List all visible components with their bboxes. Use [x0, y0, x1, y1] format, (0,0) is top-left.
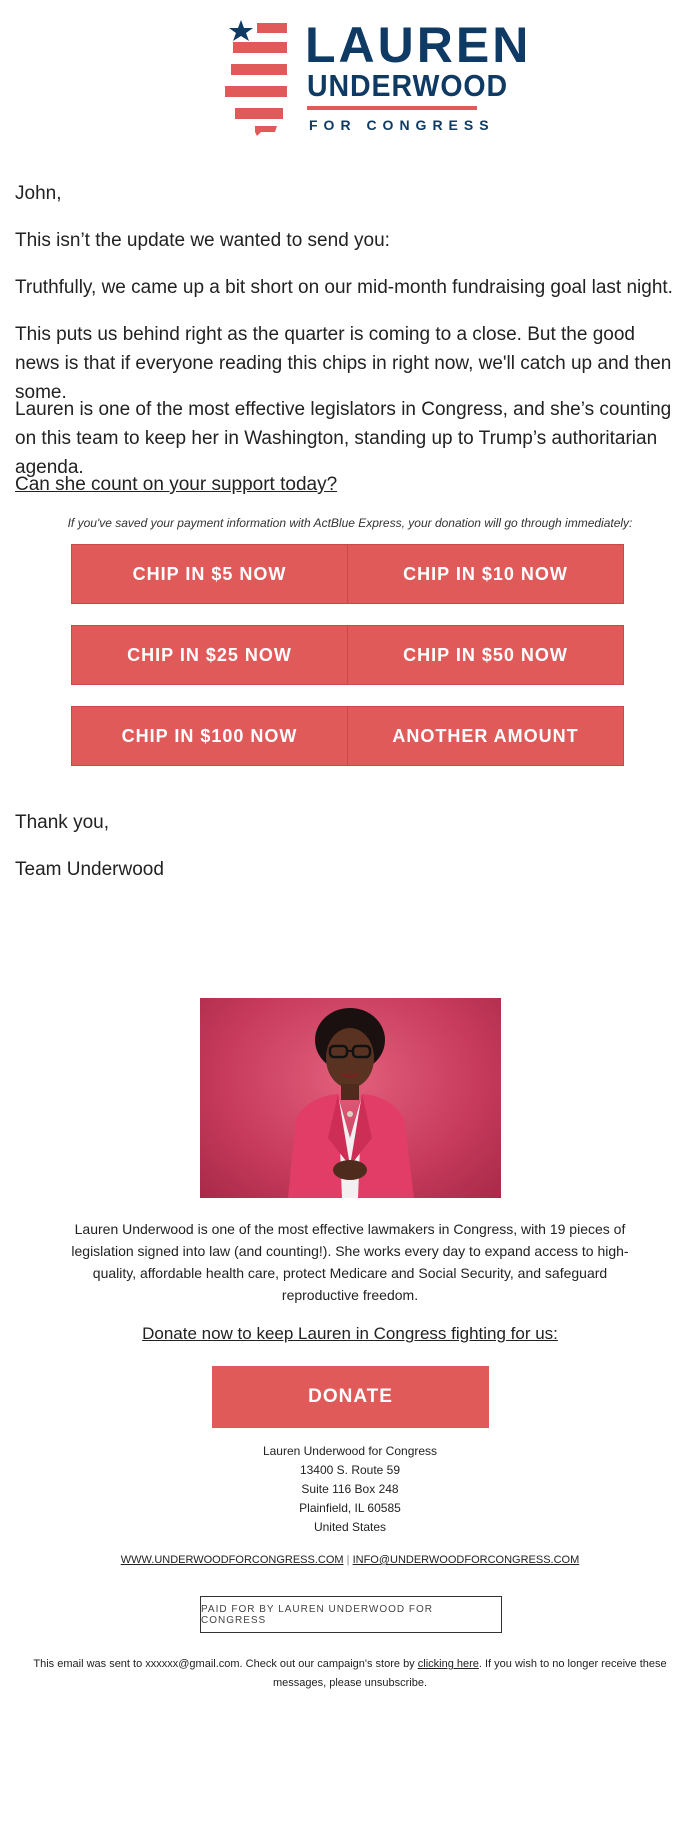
illinois-flag-logo-icon — [225, 18, 293, 136]
paid-for-disclaimer: PAID FOR BY LAUREN UNDERWOOD FOR CONGRESS — [200, 1596, 502, 1633]
paragraph-1: This isn’t the update we wanted to send you: — [15, 230, 390, 251]
greeting: John, — [15, 183, 62, 204]
logo-divider — [307, 106, 477, 110]
candidate-photo — [200, 998, 501, 1198]
chip-in-100-button[interactable]: CHIP IN $100 NOW — [71, 706, 348, 766]
actblue-express-note: If you've saved your payment information with ActBlue Express, your donation will go through immediately: — [67, 516, 633, 530]
email-footer-note — [20, 1655, 680, 1693]
chip-in-50-button[interactable]: CHIP IN $50 NOW — [347, 625, 624, 685]
logo-tagline: FOR CONGRESS — [309, 117, 495, 133]
donate-prompt-link[interactable]: Donate now to keep Lauren in Congress fighting for us: — [142, 1324, 558, 1343]
address-line3: Suite 116 Box 248 — [301, 1482, 399, 1496]
unsubscribe-text: . If you wish to no longer receive these messages, please unsubscribe. — [272, 1658, 667, 1689]
address-line1: Lauren Underwood for Congress — [262, 1444, 438, 1458]
chip-in-5-button[interactable]: CHIP IN $5 NOW — [71, 544, 348, 604]
another-amount-button[interactable]: ANOTHER AMOUNT — [347, 706, 624, 766]
mailing-address — [0, 1442, 700, 1537]
address-line2: 13400 S. Route 59 — [299, 1463, 401, 1477]
candidate-bio: Lauren Underwood is one of the most effective lawmakers in Congress, with 19 pieces of legislation signed into law (and counting!). She works every day to expand access to high-quality, affordable health care, protect Medicare and Social Security, and safeguard reproductive freedom. — [71, 1221, 629, 1303]
support-ask-link[interactable]: Can she count on your support today? — [15, 474, 338, 495]
paragraph-4: Lauren is one of the most effective legislators in Congress, and she’s counting on this team to keep her in Washington, standing up to Trump’s authoritarian agenda. — [15, 399, 672, 478]
chip-in-25-button[interactable]: CHIP IN $25 NOW — [71, 625, 348, 685]
candidate-portrait-icon — [200, 998, 501, 1198]
sent-to-text: This email was sent to xxxxxx@gmail.com. Check out our campaign's store by — [33, 1658, 418, 1670]
logo-name-line1: LAUREN — [305, 17, 532, 73]
address-line4: Plainfield, IL 60585 — [299, 1501, 401, 1515]
chip-in-10-button[interactable]: CHIP IN $10 NOW — [347, 544, 624, 604]
address-line5: United States — [313, 1520, 387, 1534]
logo-name-line2: UNDERWOOD — [307, 68, 509, 103]
paragraph-3: This puts us behind right as the quarter is coming to a close. But the good news is that if everyone reading this chips in right now, we'll catch up and then some. — [15, 324, 672, 403]
campaign-logo — [225, 17, 532, 136]
website-link[interactable]: WWW.UNDERWOODFORCONGRESS.COM — [120, 1554, 344, 1566]
donate-button[interactable]: DONATE — [212, 1366, 489, 1428]
link-separator: | — [346, 1554, 350, 1566]
footer-links — [0, 1554, 700, 1566]
signature: Team Underwood — [15, 859, 164, 880]
email-link[interactable]: INFO@UNDERWOODFORCONGRESS.COM — [352, 1554, 580, 1566]
store-link[interactable]: clicking here — [417, 1658, 479, 1670]
paragraph-2: Truthfully, we came up a bit short on our mid-month fundraising goal last night. — [15, 277, 673, 298]
signoff: Thank you, — [15, 812, 109, 833]
